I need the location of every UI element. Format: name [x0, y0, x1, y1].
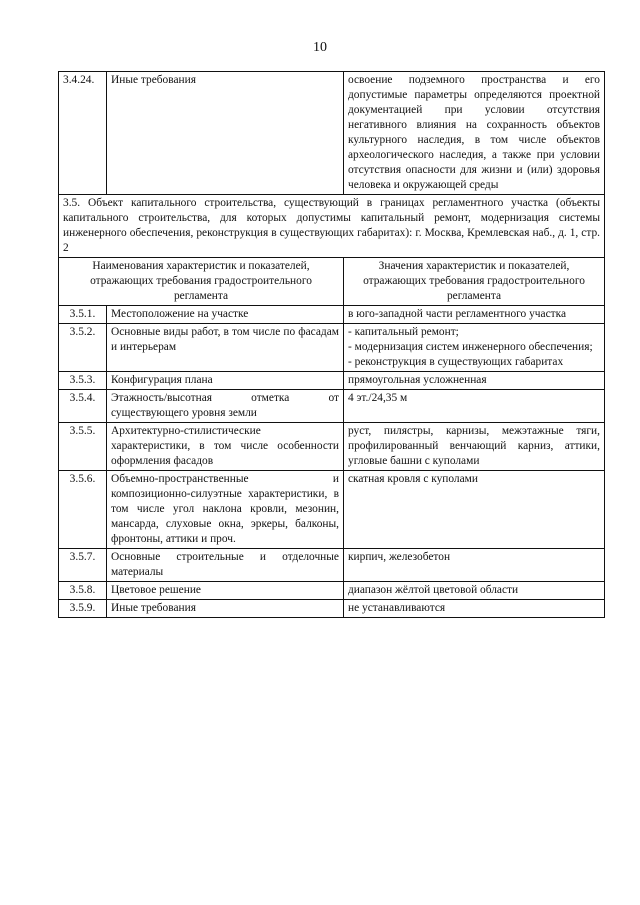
section-heading: 3.5. Объект капитального строительства, существующий в границах регламентного участка (объекты капитального строительства, для которых допустимы капитальный ремонт, модернизация системы инженерного обеспечения, реконструкция в существующих габаритах): г. Москва, Кремлевская наб., д. 1, стр. 2	[59, 195, 605, 258]
table-row	[59, 471, 605, 549]
header-names: Наименования характеристик и показателей, отражающих требования градостроительного регламента	[59, 258, 344, 306]
row-number: 3.5.7.	[59, 549, 107, 582]
characteristic-name: Основные виды работ, в том числе по фасадам и интерьерам	[107, 324, 344, 372]
characteristic-value: освоение подземного пространства и его допустимые параметры определяются проектной документацией при условии отсутствия негативного влияния на сохранность объектов культурного наследия, в том числе объектов археологического наследия, а также при условии отсутствия опасности для жизни и (или) здоровья человека и окружающей среды	[344, 72, 605, 195]
row-number: 3.5.6.	[59, 471, 107, 549]
value-line: - модернизация систем инженерного обеспечения;	[348, 341, 593, 353]
header-values: Значения характеристик и показателей, отражающих требования градостроительного регламента	[344, 258, 605, 306]
page-number: 10	[313, 40, 327, 55]
table-row	[59, 372, 605, 390]
characteristic-name: Местоположение на участке	[107, 306, 344, 324]
row-number: 3.5.8.	[59, 582, 107, 600]
characteristic-value: 4 эт./24,35 м	[344, 390, 605, 423]
table-row	[59, 324, 605, 372]
characteristic-value: прямоугольная усложненная	[344, 372, 605, 390]
value-line: - капитальный ремонт;	[348, 326, 459, 338]
characteristic-name: Этажность/высотная отметка от существующего уровня земли	[107, 390, 344, 423]
header-row	[59, 258, 605, 306]
row-number: 3.5.2.	[59, 324, 107, 372]
row-number: 3.5.4.	[59, 390, 107, 423]
characteristic-value: в юго-западной части регламентного участка	[344, 306, 605, 324]
characteristic-name: Конфигурация плана	[107, 372, 344, 390]
table-row	[59, 600, 605, 618]
characteristic-value: кирпич, железобетон	[344, 549, 605, 582]
section-row	[59, 195, 605, 258]
characteristic-name: Архитектурно-стилистические характеристики, в том числе особенности оформления фасадов	[107, 423, 344, 471]
row-number: 3.4.24.	[59, 72, 107, 195]
table-row	[59, 306, 605, 324]
table-row	[59, 72, 605, 195]
table-row	[59, 582, 605, 600]
characteristic-name: Основные строительные и отделочные материалы	[107, 549, 344, 582]
characteristic-name: Объемно-пространственные и композиционно-силуэтные характеристики, в том числе угол наклона кровли, мезонин, мансарда, слуховые окна, эркеры, балконы, фронтоны, аттики и проч.	[107, 471, 344, 549]
table-row	[59, 549, 605, 582]
row-number: 3.5.9.	[59, 600, 107, 618]
row-number: 3.5.3.	[59, 372, 107, 390]
row-number: 3.5.5.	[59, 423, 107, 471]
characteristic-value	[344, 324, 605, 372]
value-line: - реконструкция в существующих габаритах	[348, 356, 564, 368]
row-number: 3.5.1.	[59, 306, 107, 324]
regulation-table	[58, 71, 605, 618]
characteristic-value: диапазон жёлтой цветовой области	[344, 582, 605, 600]
table-row	[59, 390, 605, 423]
characteristic-value: не устанавливаются	[344, 600, 605, 618]
characteristic-name: Иные требования	[107, 600, 344, 618]
characteristic-value: скатная кровля с куполами	[344, 471, 605, 549]
characteristic-name: Цветовое решение	[107, 582, 344, 600]
characteristic-name: Иные требования	[107, 72, 344, 195]
table-row	[59, 423, 605, 471]
characteristic-value: руст, пилястры, карнизы, межэтажные тяги, профилированный венчающий карниз, аттики, угловые башни с куполами	[344, 423, 605, 471]
